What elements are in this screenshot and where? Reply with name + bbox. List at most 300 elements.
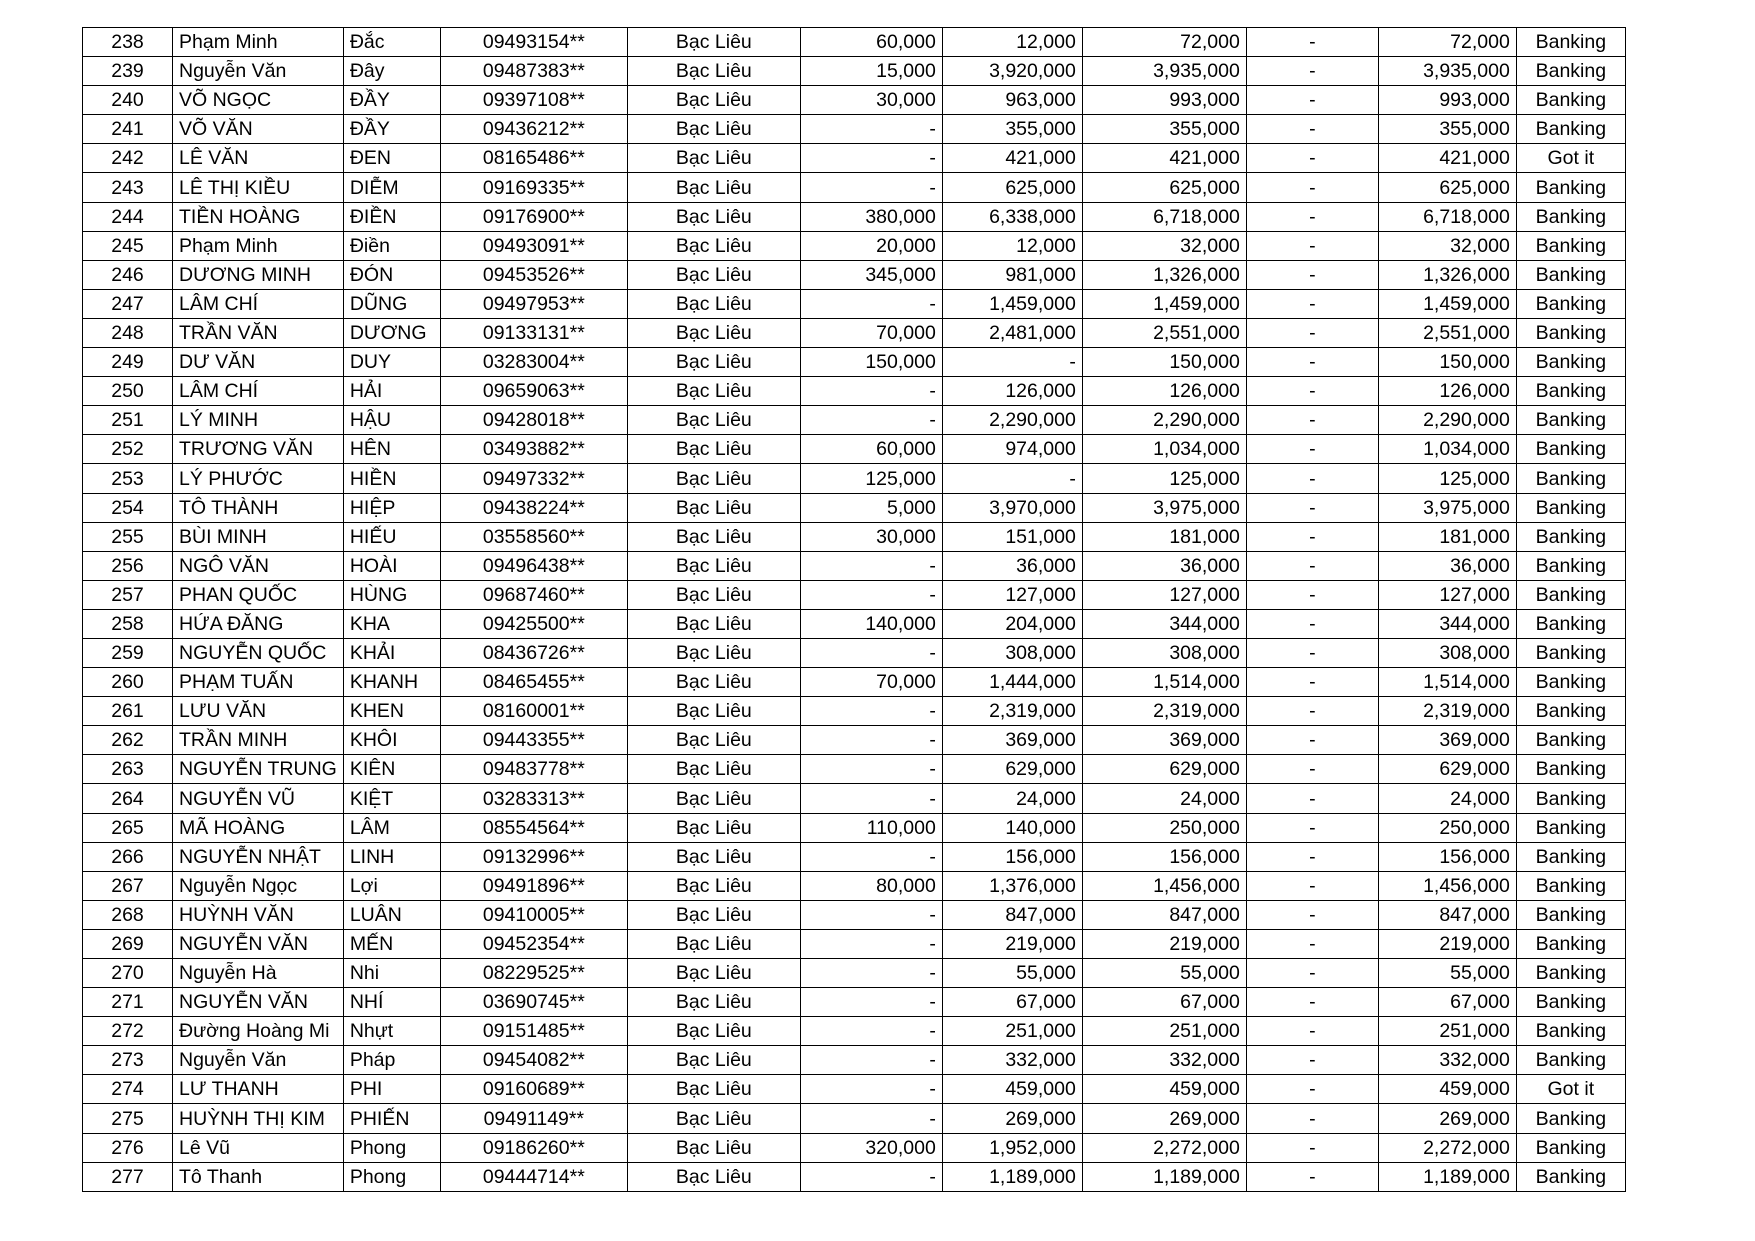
cell-net-amount: 150,000	[1378, 348, 1516, 377]
cell-amount-a: -	[800, 842, 942, 871]
cell-amount-a: -	[800, 377, 942, 406]
cell-total-amount: 1,514,000	[1082, 668, 1246, 697]
cell-phone-number: 09496438**	[440, 551, 627, 580]
cell-row-number: 240	[83, 86, 173, 115]
cell-province: Bạc Liêu	[627, 260, 800, 289]
cell-deduction: -	[1246, 348, 1378, 377]
cell-amount-a: 60,000	[800, 28, 942, 57]
cell-phone-number: 08165486**	[440, 144, 627, 173]
cell-row-number: 256	[83, 551, 173, 580]
cell-last-middle-name: MÃ HOÀNG	[173, 813, 344, 842]
cell-row-number: 274	[83, 1075, 173, 1104]
cell-deduction: -	[1246, 697, 1378, 726]
cell-deduction: -	[1246, 406, 1378, 435]
cell-deduction: -	[1246, 668, 1378, 697]
cell-row-number: 266	[83, 842, 173, 871]
cell-payment-method: Banking	[1516, 348, 1625, 377]
cell-first-name: PHI	[343, 1075, 440, 1104]
cell-payment-method: Banking	[1516, 1133, 1625, 1162]
table-row	[83, 784, 1626, 813]
cell-first-name: Pháp	[343, 1046, 440, 1075]
cell-province: Bạc Liêu	[627, 784, 800, 813]
cell-amount-a: -	[800, 1075, 942, 1104]
cell-phone-number: 09132996**	[440, 842, 627, 871]
cell-phone-number: 09491149**	[440, 1104, 627, 1133]
cell-last-middle-name: Nguyễn Ngọc	[173, 871, 344, 900]
cell-payment-method: Got it	[1516, 1075, 1625, 1104]
cell-amount-b: 140,000	[942, 813, 1082, 842]
cell-payment-method: Banking	[1516, 959, 1625, 988]
cell-deduction: -	[1246, 929, 1378, 958]
cell-phone-number: 08465455**	[440, 668, 627, 697]
cell-province: Bạc Liêu	[627, 1162, 800, 1191]
cell-first-name: KHẢI	[343, 638, 440, 667]
cell-last-middle-name: TIỀN HOÀNG	[173, 202, 344, 231]
cell-payment-method: Banking	[1516, 842, 1625, 871]
cell-province: Bạc Liêu	[627, 173, 800, 202]
cell-deduction: -	[1246, 435, 1378, 464]
cell-total-amount: 421,000	[1082, 144, 1246, 173]
cell-phone-number: 09436212**	[440, 115, 627, 144]
cell-phone-number: 08436726**	[440, 638, 627, 667]
cell-last-middle-name: LƯU VĂN	[173, 697, 344, 726]
cell-amount-a: 150,000	[800, 348, 942, 377]
cell-first-name: HẢI	[343, 377, 440, 406]
cell-province: Bạc Liêu	[627, 609, 800, 638]
cell-net-amount: 2,272,000	[1378, 1133, 1516, 1162]
cell-first-name: DIỄM	[343, 173, 440, 202]
cell-row-number: 257	[83, 580, 173, 609]
cell-phone-number: 03283004**	[440, 348, 627, 377]
cell-province: Bạc Liêu	[627, 522, 800, 551]
cell-total-amount: 308,000	[1082, 638, 1246, 667]
cell-total-amount: 250,000	[1082, 813, 1246, 842]
cell-last-middle-name: Lê Vũ	[173, 1133, 344, 1162]
cell-last-middle-name: PHẠM TUẤN	[173, 668, 344, 697]
cell-last-middle-name: TRẦN VĂN	[173, 318, 344, 347]
cell-last-middle-name: DƯ VĂN	[173, 348, 344, 377]
cell-amount-b: 12,000	[942, 231, 1082, 260]
table-row	[83, 493, 1626, 522]
cell-payment-method: Banking	[1516, 638, 1625, 667]
cell-payment-method: Banking	[1516, 406, 1625, 435]
cell-net-amount: 127,000	[1378, 580, 1516, 609]
cell-amount-a: -	[800, 959, 942, 988]
cell-net-amount: 3,935,000	[1378, 57, 1516, 86]
cell-row-number: 260	[83, 668, 173, 697]
cell-row-number: 242	[83, 144, 173, 173]
cell-last-middle-name: Nguyễn Hà	[173, 959, 344, 988]
cell-payment-method: Banking	[1516, 115, 1625, 144]
cell-first-name: Nhựt	[343, 1017, 440, 1046]
cell-amount-a: 15,000	[800, 57, 942, 86]
cell-total-amount: 269,000	[1082, 1104, 1246, 1133]
cell-row-number: 271	[83, 988, 173, 1017]
cell-payment-method: Banking	[1516, 493, 1625, 522]
cell-deduction: -	[1246, 755, 1378, 784]
table-row	[83, 522, 1626, 551]
cell-last-middle-name: TRƯƠNG VĂN	[173, 435, 344, 464]
cell-phone-number: 09438224**	[440, 493, 627, 522]
cell-net-amount: 629,000	[1378, 755, 1516, 784]
cell-first-name: MẾN	[343, 929, 440, 958]
cell-first-name: KHANH	[343, 668, 440, 697]
table-row	[83, 755, 1626, 784]
cell-payment-method: Banking	[1516, 900, 1625, 929]
cell-net-amount: 1,034,000	[1378, 435, 1516, 464]
cell-deduction: -	[1246, 551, 1378, 580]
cell-amount-b: 974,000	[942, 435, 1082, 464]
cell-deduction: -	[1246, 1046, 1378, 1075]
cell-deduction: -	[1246, 173, 1378, 202]
cell-amount-b: 126,000	[942, 377, 1082, 406]
cell-payment-method: Banking	[1516, 871, 1625, 900]
cell-province: Bạc Liêu	[627, 871, 800, 900]
cell-amount-b: 6,338,000	[942, 202, 1082, 231]
cell-amount-b: 963,000	[942, 86, 1082, 115]
cell-net-amount: 126,000	[1378, 377, 1516, 406]
cell-first-name: Nhi	[343, 959, 440, 988]
cell-row-number: 251	[83, 406, 173, 435]
cell-total-amount: 847,000	[1082, 900, 1246, 929]
cell-first-name: HÙNG	[343, 580, 440, 609]
cell-amount-b: 2,319,000	[942, 697, 1082, 726]
cell-total-amount: 150,000	[1082, 348, 1246, 377]
cell-phone-number: 08229525**	[440, 959, 627, 988]
cell-amount-b: 2,290,000	[942, 406, 1082, 435]
cell-phone-number: 09487383**	[440, 57, 627, 86]
cell-province: Bạc Liêu	[627, 348, 800, 377]
cell-phone-number: 03493882**	[440, 435, 627, 464]
cell-first-name: LINH	[343, 842, 440, 871]
cell-province: Bạc Liêu	[627, 493, 800, 522]
cell-total-amount: 625,000	[1082, 173, 1246, 202]
table-row	[83, 464, 1626, 493]
cell-last-middle-name: TÔ THÀNH	[173, 493, 344, 522]
cell-amount-b: 251,000	[942, 1017, 1082, 1046]
cell-phone-number: 08160001**	[440, 697, 627, 726]
cell-row-number: 269	[83, 929, 173, 958]
table-row	[83, 1046, 1626, 1075]
cell-row-number: 272	[83, 1017, 173, 1046]
cell-deduction: -	[1246, 580, 1378, 609]
cell-amount-a: 5,000	[800, 493, 942, 522]
cell-amount-a: 140,000	[800, 609, 942, 638]
table-row	[83, 231, 1626, 260]
cell-last-middle-name: LƯ THANH	[173, 1075, 344, 1104]
cell-amount-a: -	[800, 784, 942, 813]
cell-payment-method: Banking	[1516, 57, 1625, 86]
table-row	[83, 988, 1626, 1017]
cell-payment-method: Banking	[1516, 1017, 1625, 1046]
cell-deduction: -	[1246, 144, 1378, 173]
cell-total-amount: 3,975,000	[1082, 493, 1246, 522]
cell-amount-a: 320,000	[800, 1133, 942, 1162]
cell-last-middle-name: Đường Hoàng Mi	[173, 1017, 344, 1046]
cell-payment-method: Banking	[1516, 697, 1625, 726]
cell-amount-b: 1,189,000	[942, 1162, 1082, 1191]
cell-row-number: 246	[83, 260, 173, 289]
cell-total-amount: 1,326,000	[1082, 260, 1246, 289]
cell-net-amount: 55,000	[1378, 959, 1516, 988]
cell-province: Bạc Liêu	[627, 668, 800, 697]
cell-amount-b: 55,000	[942, 959, 1082, 988]
cell-province: Bạc Liêu	[627, 28, 800, 57]
cell-last-middle-name: PHAN QUỐC	[173, 580, 344, 609]
cell-deduction: -	[1246, 842, 1378, 871]
cell-net-amount: 344,000	[1378, 609, 1516, 638]
cell-amount-b: 1,459,000	[942, 289, 1082, 318]
cell-province: Bạc Liêu	[627, 1017, 800, 1046]
cell-total-amount: 156,000	[1082, 842, 1246, 871]
table-row	[83, 86, 1626, 115]
cell-amount-b: 269,000	[942, 1104, 1082, 1133]
cell-last-middle-name: Phạm Minh	[173, 28, 344, 57]
cell-phone-number: 03283313**	[440, 784, 627, 813]
cell-deduction: -	[1246, 1162, 1378, 1191]
table-row	[83, 406, 1626, 435]
table-row	[83, 435, 1626, 464]
cell-deduction: -	[1246, 231, 1378, 260]
table-row	[83, 1133, 1626, 1162]
cell-payment-method: Banking	[1516, 377, 1625, 406]
cell-province: Bạc Liêu	[627, 115, 800, 144]
cell-net-amount: 1,459,000	[1378, 289, 1516, 318]
cell-phone-number: 09428018**	[440, 406, 627, 435]
cell-net-amount: 332,000	[1378, 1046, 1516, 1075]
cell-phone-number: 09169335**	[440, 173, 627, 202]
cell-province: Bạc Liêu	[627, 1133, 800, 1162]
cell-deduction: -	[1246, 1017, 1378, 1046]
cell-row-number: 243	[83, 173, 173, 202]
cell-last-middle-name: LÊ THỊ KIỀU	[173, 173, 344, 202]
cell-total-amount: 2,551,000	[1082, 318, 1246, 347]
cell-last-middle-name: NGUYỄN VĂN	[173, 929, 344, 958]
cell-row-number: 245	[83, 231, 173, 260]
table-row	[83, 377, 1626, 406]
cell-payment-method: Banking	[1516, 28, 1625, 57]
cell-amount-b: 421,000	[942, 144, 1082, 173]
cell-deduction: -	[1246, 289, 1378, 318]
table-body	[83, 28, 1626, 1192]
cell-last-middle-name: LÂM CHÍ	[173, 377, 344, 406]
cell-province: Bạc Liêu	[627, 318, 800, 347]
cell-payment-method: Banking	[1516, 755, 1625, 784]
cell-net-amount: 369,000	[1378, 726, 1516, 755]
cell-payment-method: Banking	[1516, 784, 1625, 813]
cell-last-middle-name: NGUYỄN NHẬT	[173, 842, 344, 871]
cell-last-middle-name: LÝ PHƯỚC	[173, 464, 344, 493]
cell-net-amount: 269,000	[1378, 1104, 1516, 1133]
cell-payment-method: Banking	[1516, 435, 1625, 464]
cell-phone-number: 09176900**	[440, 202, 627, 231]
cell-row-number: 261	[83, 697, 173, 726]
cell-amount-b: 204,000	[942, 609, 1082, 638]
table-row	[83, 28, 1626, 57]
table-row	[83, 697, 1626, 726]
cell-row-number: 238	[83, 28, 173, 57]
data-table	[82, 27, 1626, 1192]
cell-row-number: 262	[83, 726, 173, 755]
cell-amount-b: -	[942, 464, 1082, 493]
cell-row-number: 248	[83, 318, 173, 347]
cell-last-middle-name: TRẦN MINH	[173, 726, 344, 755]
cell-first-name: Lợi	[343, 871, 440, 900]
cell-phone-number: 08554564**	[440, 813, 627, 842]
cell-amount-b: 3,920,000	[942, 57, 1082, 86]
cell-amount-b: 36,000	[942, 551, 1082, 580]
cell-province: Bạc Liêu	[627, 900, 800, 929]
cell-first-name: Đắc	[343, 28, 440, 57]
cell-deduction: -	[1246, 522, 1378, 551]
cell-amount-a: 70,000	[800, 668, 942, 697]
cell-amount-a: 345,000	[800, 260, 942, 289]
cell-net-amount: 36,000	[1378, 551, 1516, 580]
cell-deduction: -	[1246, 1104, 1378, 1133]
cell-amount-a: -	[800, 929, 942, 958]
cell-payment-method: Banking	[1516, 464, 1625, 493]
cell-payment-method: Banking	[1516, 813, 1625, 842]
cell-first-name: DŨNG	[343, 289, 440, 318]
cell-net-amount: 67,000	[1378, 988, 1516, 1017]
cell-amount-b: 2,481,000	[942, 318, 1082, 347]
table-row	[83, 289, 1626, 318]
cell-phone-number: 09160689**	[440, 1075, 627, 1104]
cell-amount-b: 459,000	[942, 1075, 1082, 1104]
cell-amount-a: 20,000	[800, 231, 942, 260]
cell-province: Bạc Liêu	[627, 435, 800, 464]
cell-amount-a: -	[800, 726, 942, 755]
cell-province: Bạc Liêu	[627, 202, 800, 231]
cell-total-amount: 126,000	[1082, 377, 1246, 406]
cell-amount-b: 24,000	[942, 784, 1082, 813]
cell-last-middle-name: LÊ VĂN	[173, 144, 344, 173]
cell-payment-method: Banking	[1516, 551, 1625, 580]
cell-phone-number: 09397108**	[440, 86, 627, 115]
cell-amount-a: 110,000	[800, 813, 942, 842]
cell-amount-a: 380,000	[800, 202, 942, 231]
cell-phone-number: 09133131**	[440, 318, 627, 347]
cell-amount-a: -	[800, 1017, 942, 1046]
cell-payment-method: Banking	[1516, 1104, 1625, 1133]
cell-payment-method: Banking	[1516, 668, 1625, 697]
cell-deduction: -	[1246, 28, 1378, 57]
cell-phone-number: 09151485**	[440, 1017, 627, 1046]
table-row	[83, 1104, 1626, 1133]
cell-amount-a: 30,000	[800, 86, 942, 115]
cell-net-amount: 156,000	[1378, 842, 1516, 871]
cell-first-name: ĐEN	[343, 144, 440, 173]
cell-deduction: -	[1246, 464, 1378, 493]
cell-amount-b: 3,970,000	[942, 493, 1082, 522]
cell-first-name: HIỆP	[343, 493, 440, 522]
cell-total-amount: 219,000	[1082, 929, 1246, 958]
cell-row-number: 253	[83, 464, 173, 493]
cell-row-number: 268	[83, 900, 173, 929]
cell-phone-number: 09493154**	[440, 28, 627, 57]
cell-first-name: ĐÓN	[343, 260, 440, 289]
cell-net-amount: 3,975,000	[1378, 493, 1516, 522]
cell-deduction: -	[1246, 57, 1378, 86]
cell-province: Bạc Liêu	[627, 726, 800, 755]
cell-first-name: LUÂN	[343, 900, 440, 929]
cell-row-number: 244	[83, 202, 173, 231]
cell-amount-a: -	[800, 580, 942, 609]
cell-phone-number: 03558560**	[440, 522, 627, 551]
cell-last-middle-name: Nguyễn Văn	[173, 57, 344, 86]
cell-row-number: 258	[83, 609, 173, 638]
cell-row-number: 249	[83, 348, 173, 377]
cell-deduction: -	[1246, 202, 1378, 231]
cell-last-middle-name: LÝ MINH	[173, 406, 344, 435]
cell-deduction: -	[1246, 638, 1378, 667]
cell-total-amount: 67,000	[1082, 988, 1246, 1017]
cell-amount-a: 30,000	[800, 522, 942, 551]
cell-amount-a: -	[800, 988, 942, 1017]
cell-payment-method: Banking	[1516, 609, 1625, 638]
cell-amount-a: -	[800, 289, 942, 318]
cell-first-name: NHÍ	[343, 988, 440, 1017]
table-row	[83, 929, 1626, 958]
cell-phone-number: 09659063**	[440, 377, 627, 406]
cell-total-amount: 459,000	[1082, 1075, 1246, 1104]
cell-total-amount: 2,272,000	[1082, 1133, 1246, 1162]
cell-province: Bạc Liêu	[627, 580, 800, 609]
cell-payment-method: Banking	[1516, 1162, 1625, 1191]
cell-amount-b: 1,376,000	[942, 871, 1082, 900]
table-row	[83, 638, 1626, 667]
cell-last-middle-name: NGUYỄN QUỐC	[173, 638, 344, 667]
cell-row-number: 247	[83, 289, 173, 318]
cell-province: Bạc Liêu	[627, 86, 800, 115]
cell-province: Bạc Liêu	[627, 464, 800, 493]
cell-deduction: -	[1246, 377, 1378, 406]
cell-row-number: 275	[83, 1104, 173, 1133]
cell-net-amount: 2,551,000	[1378, 318, 1516, 347]
table-row	[83, 1162, 1626, 1191]
cell-amount-a: -	[800, 755, 942, 784]
cell-net-amount: 993,000	[1378, 86, 1516, 115]
cell-deduction: -	[1246, 609, 1378, 638]
cell-net-amount: 1,514,000	[1378, 668, 1516, 697]
cell-last-middle-name: NGUYỄN VĂN	[173, 988, 344, 1017]
cell-first-name: Phong	[343, 1162, 440, 1191]
cell-total-amount: 125,000	[1082, 464, 1246, 493]
cell-total-amount: 251,000	[1082, 1017, 1246, 1046]
cell-province: Bạc Liêu	[627, 959, 800, 988]
cell-total-amount: 355,000	[1082, 115, 1246, 144]
cell-payment-method: Banking	[1516, 580, 1625, 609]
cell-last-middle-name: VÕ VĂN	[173, 115, 344, 144]
cell-amount-a: -	[800, 406, 942, 435]
cell-payment-method: Banking	[1516, 231, 1625, 260]
cell-amount-b: 1,444,000	[942, 668, 1082, 697]
cell-amount-b: 1,952,000	[942, 1133, 1082, 1162]
cell-net-amount: 125,000	[1378, 464, 1516, 493]
cell-net-amount: 1,456,000	[1378, 871, 1516, 900]
cell-net-amount: 72,000	[1378, 28, 1516, 57]
cell-total-amount: 369,000	[1082, 726, 1246, 755]
cell-net-amount: 24,000	[1378, 784, 1516, 813]
cell-deduction: -	[1246, 813, 1378, 842]
cell-phone-number: 03690745**	[440, 988, 627, 1017]
cell-payment-method: Banking	[1516, 1046, 1625, 1075]
cell-first-name: ĐẦY	[343, 115, 440, 144]
cell-net-amount: 459,000	[1378, 1075, 1516, 1104]
cell-total-amount: 993,000	[1082, 86, 1246, 115]
cell-province: Bạc Liêu	[627, 929, 800, 958]
cell-first-name: KIỆT	[343, 784, 440, 813]
